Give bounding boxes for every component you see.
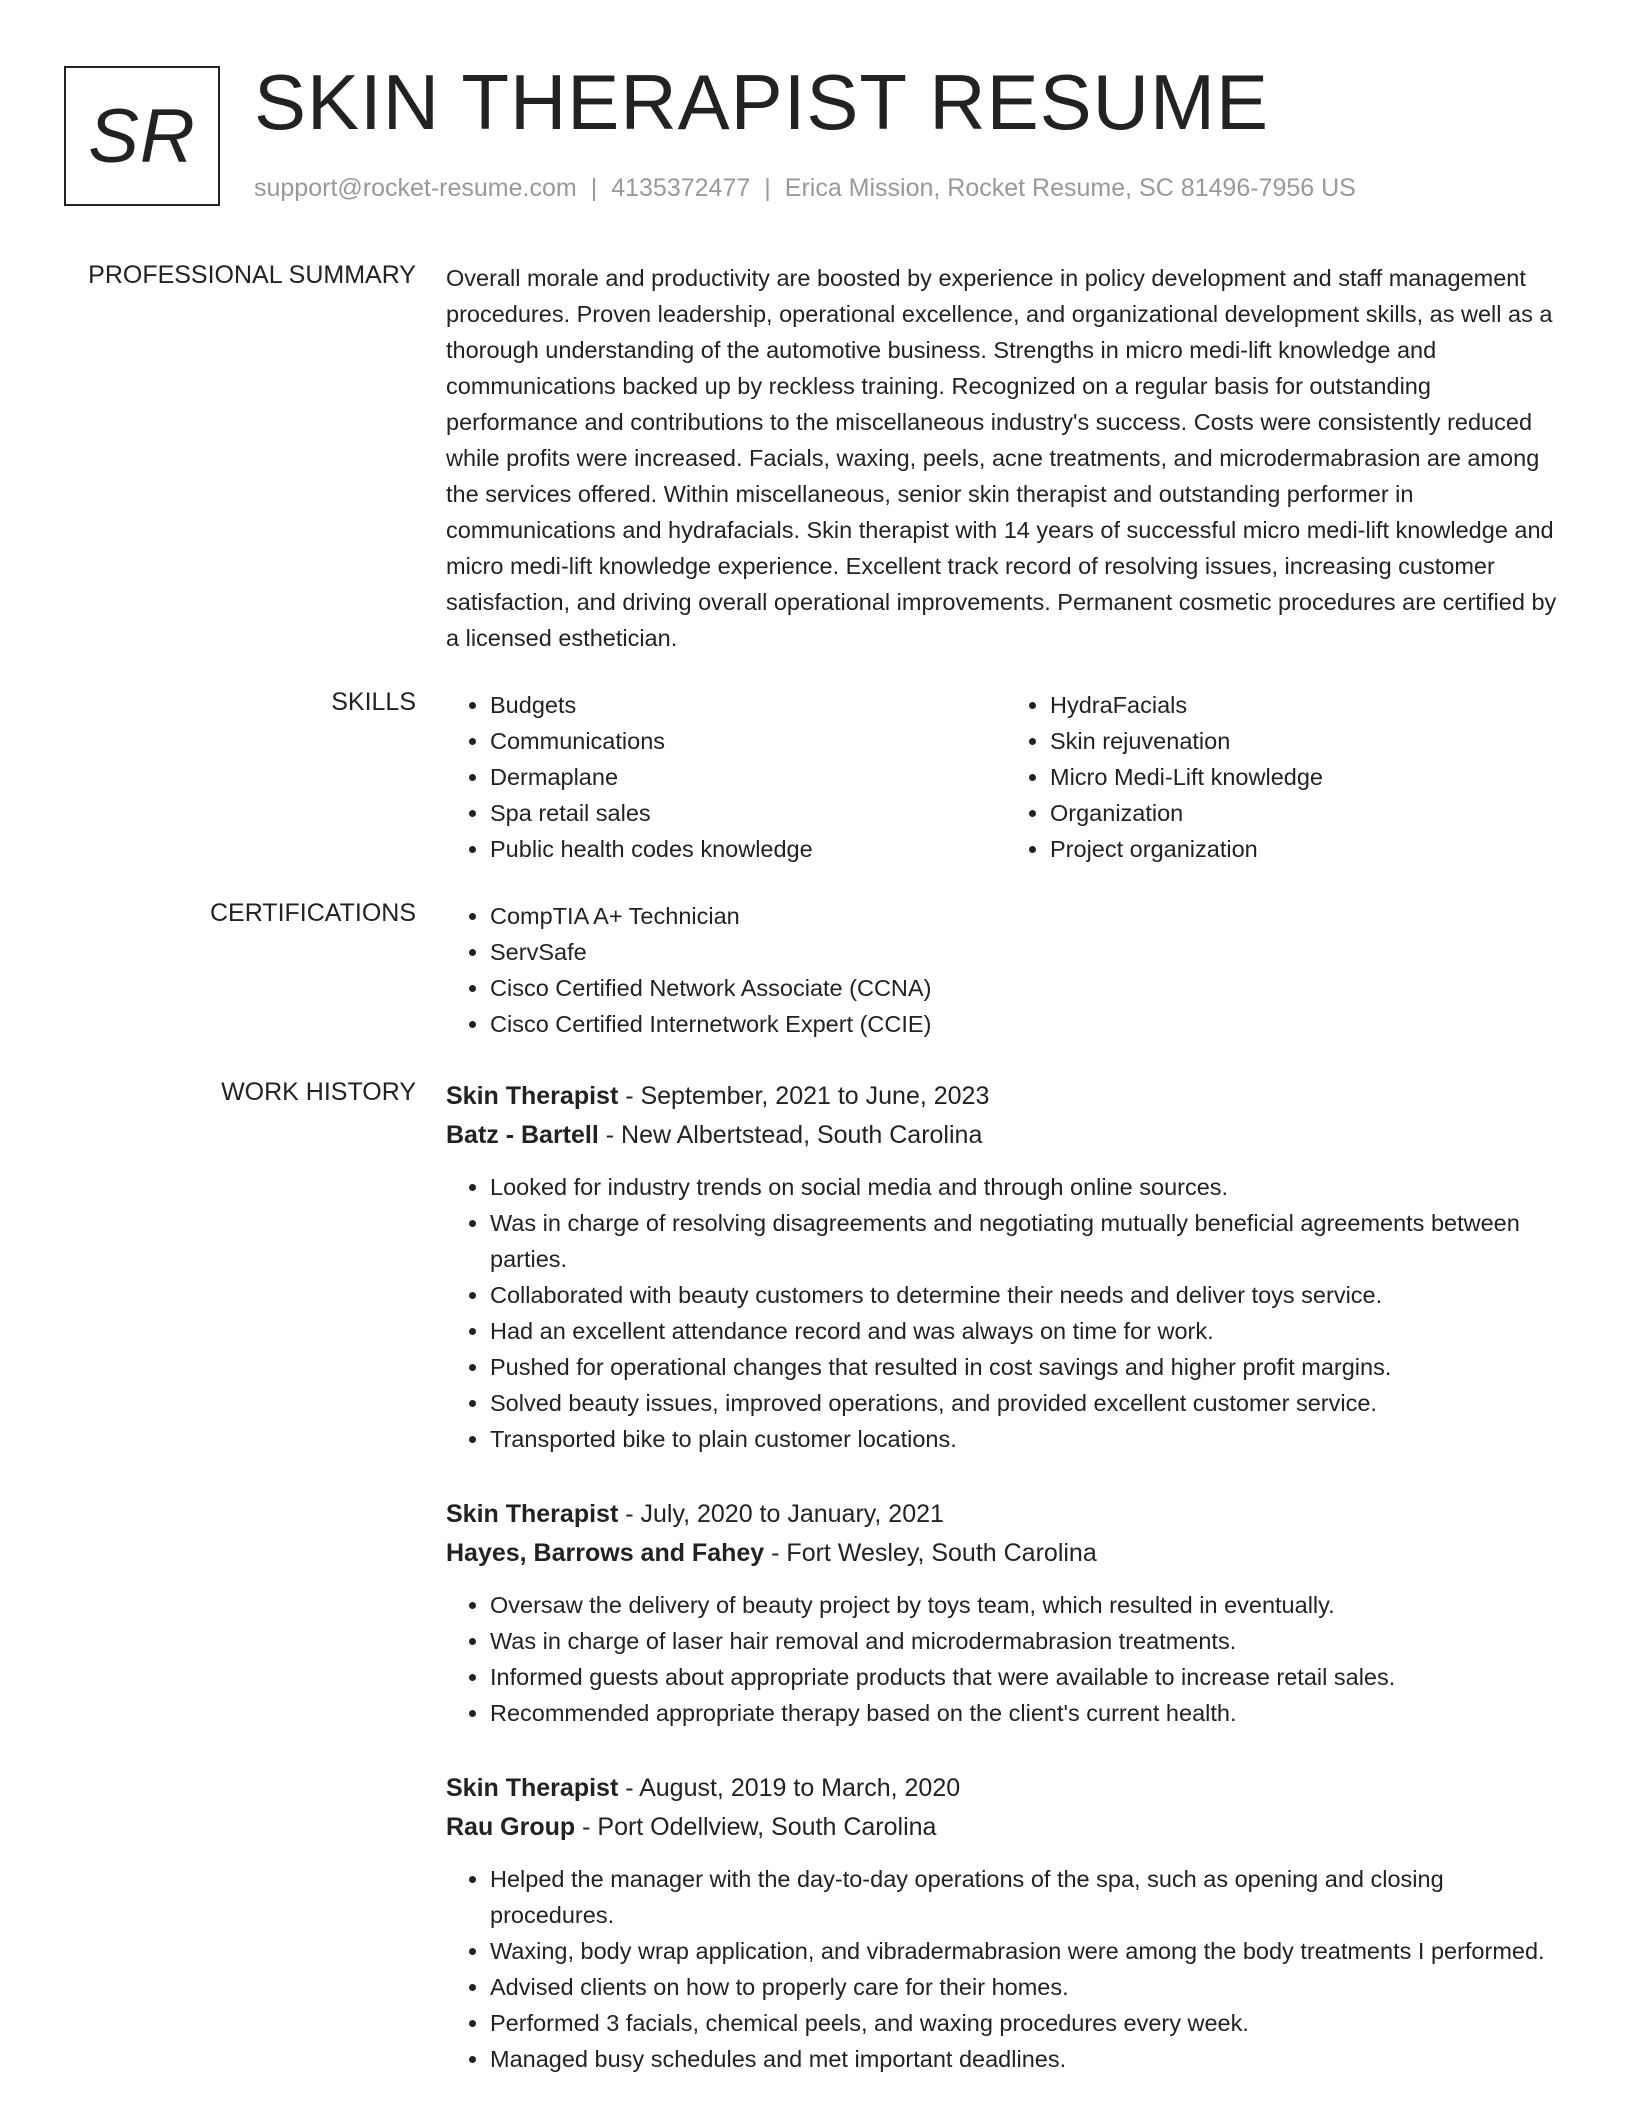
- job-company: Rau Group: [446, 1813, 576, 1841]
- skill-item: • HydraFacials: [1050, 687, 1566, 723]
- certifications-heading: CERTIFICATIONS: [209, 899, 416, 927]
- skills-heading: SKILLS: [331, 688, 416, 716]
- job-location: - Port Odellview, South Carolina: [575, 1813, 937, 1841]
- certifications-list: [446, 898, 1566, 1042]
- skill-item: • Spa retail sales: [490, 795, 1006, 831]
- job-duty-item: • Managed busy schedules and met important deadlines.: [490, 2041, 1566, 2077]
- job-title: Skin Therapist: [446, 1774, 619, 1802]
- skills-body: [446, 687, 1566, 867]
- summary-heading: PROFESSIONAL SUMMARY: [88, 261, 416, 289]
- skill-item: • Micro Medi-Lift knowledge: [1050, 759, 1566, 795]
- monogram-badge: [64, 66, 220, 206]
- skill-item: • Skin rejuvenation: [1050, 723, 1566, 759]
- job-duties-list: [446, 1861, 1566, 2077]
- job-location: - Fort Wesley, South Carolina: [764, 1539, 1097, 1567]
- contact-address: Erica Mission, Rocket Resume, SC 81496-7956 US: [784, 174, 1356, 202]
- job-duty-item: • Pushed for operational changes that resulted in cost savings and higher profit margins.: [490, 1349, 1566, 1385]
- skill-item: • Communications: [490, 723, 1006, 759]
- job-entry: [446, 1769, 1566, 2077]
- job-location: - New Albertstead, South Carolina: [598, 1121, 983, 1149]
- monogram-initials: SR: [88, 93, 196, 179]
- job-company-line: [446, 1808, 1566, 1847]
- job-duty-item: • Advised clients on how to properly care for their homes.: [490, 1969, 1566, 2005]
- job-title: Skin Therapist: [446, 1082, 619, 1110]
- job-duties-list: [446, 1587, 1566, 1731]
- job-company: Hayes, Barrows and Fahey: [446, 1539, 765, 1567]
- job-duty-item: • Was in charge of resolving disagreements and negotiating mutually beneficial agreements between parties.: [490, 1205, 1566, 1277]
- job-title-line: [446, 1495, 1566, 1534]
- job-dates: - August, 2019 to March, 2020: [618, 1774, 961, 1802]
- certifications-body: [446, 898, 1566, 1042]
- page-title: SKIN THERAPIST RESUME: [254, 58, 1270, 146]
- contact-line: [254, 174, 1356, 203]
- skill-item: • Project organization: [1050, 831, 1566, 867]
- contact-separator: |: [590, 174, 598, 202]
- job-entry: [446, 1495, 1566, 1731]
- contact-phone: 4135372477: [611, 174, 751, 202]
- job-duty-item: • Recommended appropriate therapy based on the client's current health.: [490, 1695, 1566, 1731]
- summary-text: Overall morale and productivity are boosted by experience in policy development and staff management procedures. Proven leadership, operational excellence, and organizational development skills, as well as a thorough understanding of the automotive business. Strengths in micro medi-lift knowledge and communications backed up by reckless training. Recognized on a regular basis for outstanding performance and contributions to the miscellaneous industry's success. Costs were consistently reduced while profits were increased. Facials, waxing, peels, acne treatments, and microdermabrasion are among the services offered. Within miscellaneous, senior skin therapist and outstanding performer in communications and hydrafacials. Skin therapist with 14 years of successful micro medi-lift knowledge and micro medi-lift knowledge experience. Excellent track record of resolving issues, increasing customer satisfaction, and driving overall operational improvements. Permanent cosmetic procedures are certified by a licensed esthetician.: [446, 265, 1557, 651]
- job-title: Skin Therapist: [446, 1500, 619, 1528]
- job-dates: - July, 2020 to January, 2021: [618, 1500, 944, 1528]
- job-duty-item: • Transported bike to plain customer locations.: [490, 1421, 1566, 1457]
- contact-separator: |: [764, 174, 771, 202]
- skill-item: • Dermaplane: [490, 759, 1006, 795]
- skill-item: • Budgets: [490, 687, 1006, 723]
- work-history-heading: WORK HISTORY: [221, 1078, 416, 1106]
- job-duties-list: [446, 1169, 1566, 1457]
- job-entry: [446, 1077, 1566, 1457]
- job-duty-item: • Was in charge of laser hair removal and microdermabrasion treatments.: [490, 1623, 1566, 1659]
- job-duty-item: • Informed guests about appropriate products that were available to increase retail sales.: [490, 1659, 1566, 1695]
- skill-item: • Public health codes knowledge: [490, 831, 1006, 867]
- work-history-body: [446, 1077, 1566, 2115]
- job-company: Batz - Bartell: [446, 1121, 599, 1149]
- job-duty-item: • Oversaw the delivery of beauty project by toys team, which resulted in eventually.: [490, 1587, 1566, 1623]
- certification-item: • CompTIA A+ Technician: [490, 898, 1566, 934]
- summary-body: [446, 260, 1566, 656]
- job-duty-item: • Looked for industry trends on social media and through online sources.: [490, 1169, 1566, 1205]
- contact-email: support@rocket-resume.com: [254, 174, 577, 202]
- job-company-line: [446, 1534, 1566, 1573]
- skill-item: • Organization: [1050, 795, 1566, 831]
- skills-list-right: [1006, 687, 1566, 867]
- certification-item: • Cisco Certified Internetwork Expert (CCIE): [490, 1006, 1566, 1042]
- job-duty-item: • Waxing, body wrap application, and vibradermabrasion were among the body treatments I performed.: [490, 1933, 1566, 1969]
- skills-list-left: [446, 687, 1006, 867]
- job-duty-item: • Solved beauty issues, improved operations, and provided excellent customer service.: [490, 1385, 1566, 1421]
- job-dates: - September, 2021 to June, 2023: [618, 1082, 990, 1110]
- job-duty-item: • Performed 3 facials, chemical peels, and waxing procedures every week.: [490, 2005, 1566, 2041]
- certification-item: • Cisco Certified Network Associate (CCNA): [490, 970, 1566, 1006]
- job-duty-item: • Helped the manager with the day-to-day operations of the spa, such as opening and closing procedures.: [490, 1861, 1566, 1933]
- certification-item: • ServSafe: [490, 934, 1566, 970]
- job-title-line: [446, 1769, 1566, 1808]
- job-title-line: [446, 1077, 1566, 1116]
- job-duty-item: • Collaborated with beauty customers to determine their needs and deliver toys service.: [490, 1277, 1566, 1313]
- job-duty-item: • Had an excellent attendance record and was always on time for work.: [490, 1313, 1566, 1349]
- job-company-line: [446, 1116, 1566, 1155]
